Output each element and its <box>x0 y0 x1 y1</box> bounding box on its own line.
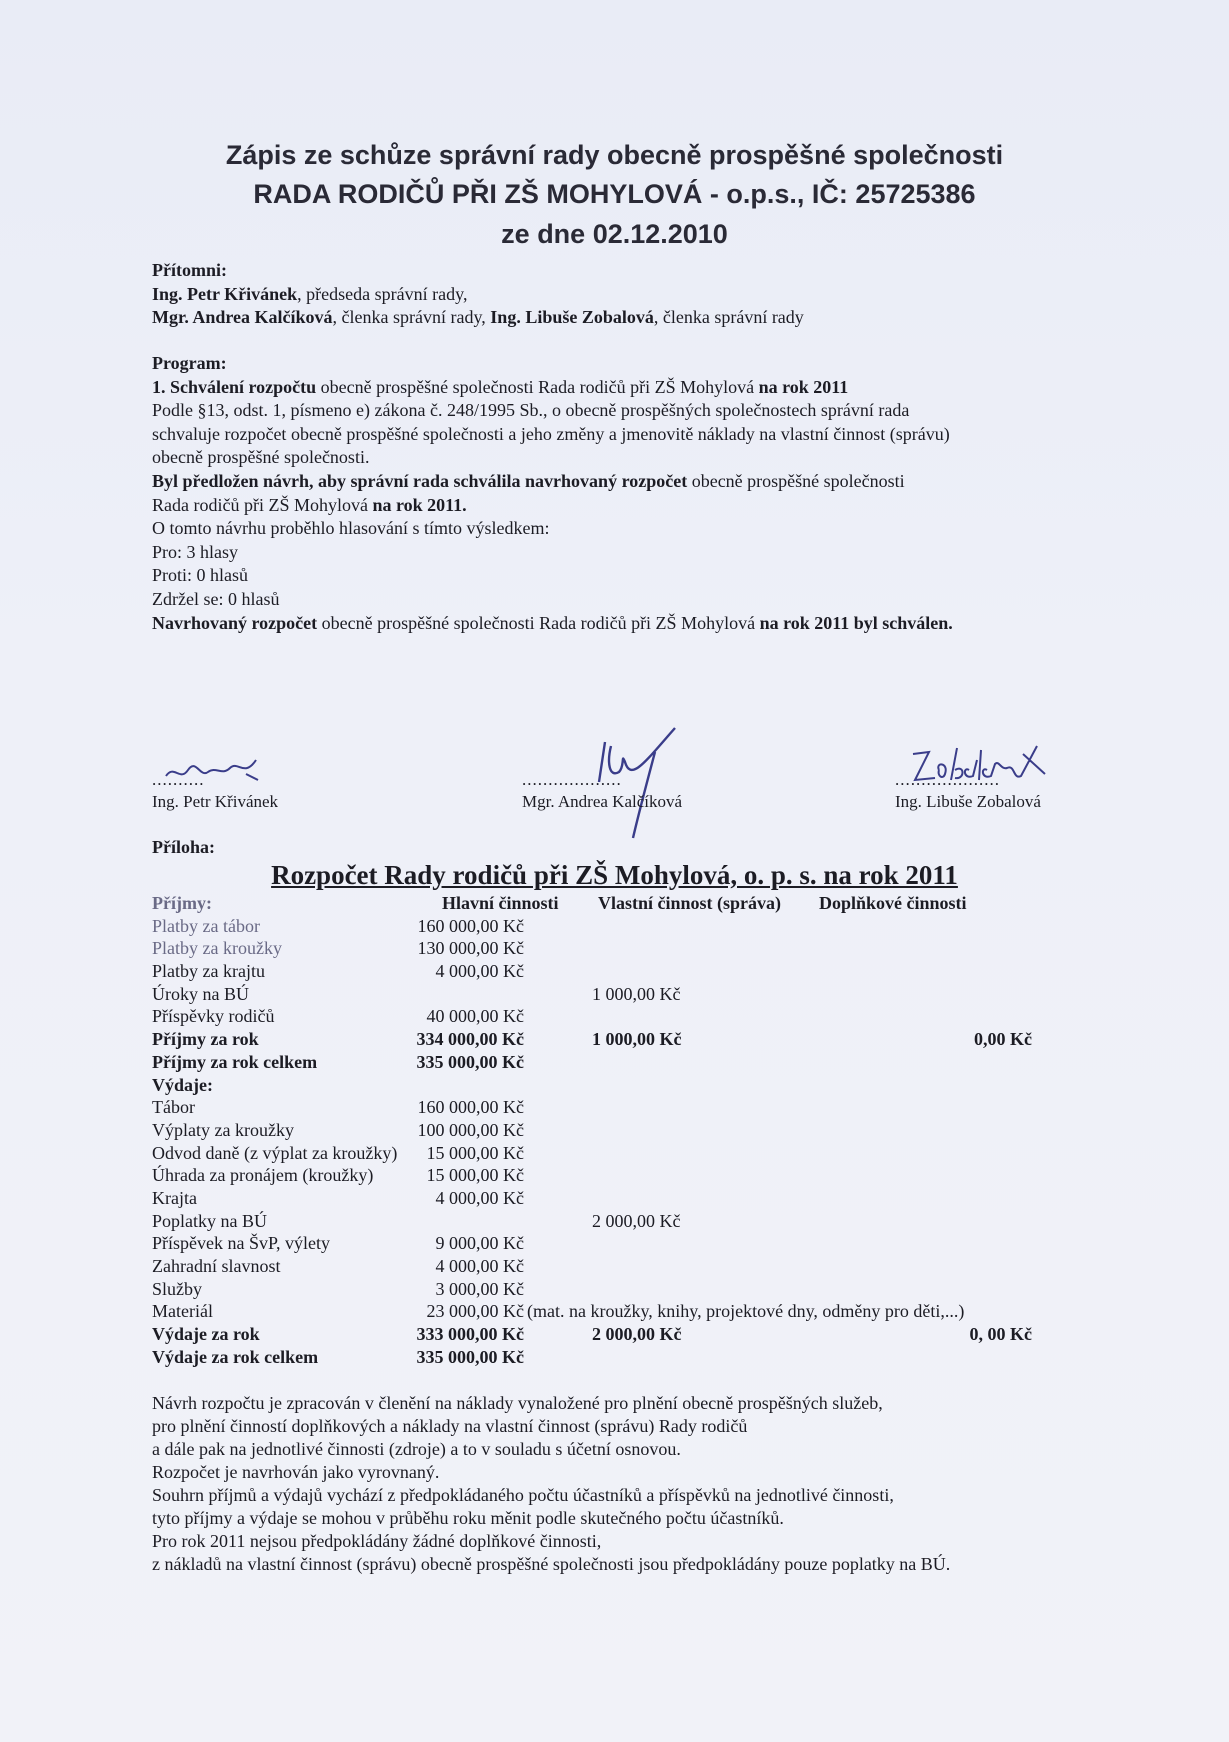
row-label: Příspěvky rodičů <box>152 1006 275 1027</box>
annex-label <box>152 836 1152 860</box>
budget-footer-notes <box>152 1392 950 1576</box>
footer-line: Návrh rozpočtu je zpracován v členění na náklady vynaložené pro plnění obecně prospěšných služeb, <box>152 1393 883 1413</box>
cell-main-activity: 100 000,00 Kč <box>417 1119 524 1140</box>
cell-supplementary: 0, 00 Kč <box>969 1324 1032 1345</box>
row-label: Zahradní slavnost <box>152 1256 281 1276</box>
table-row <box>152 961 1102 984</box>
table-row <box>152 1188 1102 1211</box>
program-line2: schvaluje rozpočet obecně prospěšné společnosti a jeho změny a jmenovitě náklady na vlastní činnost (správu) <box>152 423 950 444</box>
row-label: Příspěvek na ŠvP, výlety <box>152 1233 330 1254</box>
cell-main-activity: 335 000,00 Kč <box>416 1346 524 1367</box>
row-note: (mat. na kroužky, knihy, projektové dny, odměny pro děti,...) <box>527 1301 965 1322</box>
program-line1: Podle §13, odst. 1, písmeno e) zákona č. 248/1995 Sb., o obecně prospěšných společnostech správní rada <box>152 400 910 421</box>
row-label: Příjmy za rok celkem <box>152 1051 318 1072</box>
member-2-role: , členka správní rady, <box>332 307 491 328</box>
vote-intro: O tomto návrhu proběhlo hlasování s tímto výsledkem: <box>152 518 550 539</box>
doc-title-line2: RADA RODIČŮ PŘI ZŠ MOHYLOVÁ - o.p.s., IČ: 25725386 <box>253 179 976 209</box>
signature-3-name: Ing. Libuše Zobalová <box>895 792 1041 811</box>
cell-main-activity: 130 000,00 Kč <box>417 938 524 959</box>
signature-2-name: Mgr. Andrea Kalčíková <box>522 792 683 811</box>
table-row <box>152 1324 1102 1347</box>
cell-main-activity: 23 000,00 Kč <box>426 1301 524 1322</box>
row-label: Krajta <box>152 1187 197 1208</box>
table-row <box>152 1006 1102 1029</box>
table-row <box>152 1211 1102 1234</box>
vote-abstain: Zdržel se: 0 hlasů <box>152 588 280 609</box>
row-label: Výdaje za rok <box>152 1324 260 1345</box>
signature-1-dots: .......... <box>152 770 205 789</box>
cell-own-activity: 1 000,00 Kč <box>592 983 681 1004</box>
col-main-activity: Hlavní činnosti <box>442 893 559 913</box>
table-row <box>152 984 1102 1007</box>
table-row <box>152 938 1102 961</box>
footer-line: pro plnění činností doplňkových a náklady na vlastní činnost (správu) Rady rodičů <box>152 1416 748 1436</box>
table-row <box>152 1301 1102 1324</box>
row-label: Odvod daně (z výplat za kroužky) <box>152 1142 398 1163</box>
table-row <box>152 916 1102 939</box>
budget-rows <box>152 916 1102 1370</box>
cell-main-activity: 160 000,00 Kč <box>417 1097 524 1118</box>
cell-main-activity: 9 000,00 Kč <box>435 1233 524 1254</box>
table-row <box>152 1052 1102 1075</box>
table-row <box>152 1097 1102 1120</box>
member-1-name: Ing. Petr Křivánek <box>152 283 298 304</box>
proposal-line2-text: Rada rodičů při ZŠ Mohylová <box>152 494 373 515</box>
budget-table <box>152 893 1102 1369</box>
col-supplementary: Doplňkové činnosti <box>819 893 967 913</box>
result-text: obecně prospěšné společnosti Rada rodičů při ZŠ Mohylová <box>317 612 760 633</box>
table-row <box>152 1120 1102 1143</box>
row-label: Platby za kroužky <box>152 938 282 959</box>
signature-2-dots: ................... <box>522 770 622 789</box>
row-label: Výdaje za rok celkem <box>152 1346 319 1367</box>
table-row <box>152 1165 1102 1188</box>
row-label: Výdaje: <box>152 1074 213 1095</box>
program-item-year: na rok 2011 <box>758 376 849 397</box>
member-3-name: Ing. Libuše Zobalová <box>490 307 654 328</box>
table-row <box>152 1233 1102 1256</box>
cell-main-activity: 335 000,00 Kč <box>416 1051 524 1072</box>
table-row <box>152 1143 1102 1166</box>
budget-header-row <box>152 893 1102 916</box>
cell-main-activity: 160 000,00 Kč <box>417 915 524 936</box>
cell-main-activity: 4 000,00 Kč <box>435 961 524 982</box>
table-row <box>152 1347 1102 1370</box>
program-item <box>152 376 1152 400</box>
cell-supplementary: 0,00 Kč <box>974 1029 1032 1050</box>
result-bold-c: na rok 2011 byl schválen. <box>759 612 953 633</box>
footer-line: tyto příjmy a výdaje se mohou v průběhu roku měnit podle skutečného počtu účastníků. <box>152 1508 784 1528</box>
vote-pro: Pro: 3 hlasy <box>152 541 239 562</box>
table-row <box>152 1075 1102 1098</box>
annex-label-text: Příloha: <box>152 837 215 857</box>
cell-own-activity: 1 000,00 Kč <box>592 1029 682 1050</box>
attendance-block <box>152 259 1152 330</box>
footer-line: z nákladů na vlastní činnost (správu) obecně prospěšné společnosti jsou předpokládány pouze poplatky na BÚ. <box>152 1554 951 1574</box>
proposal-line2 <box>152 494 1152 518</box>
income-section-label: Příjmy: <box>152 893 212 913</box>
vote-con: Proti: 0 hlasů <box>152 565 249 586</box>
attendance-line2 <box>152 306 1152 330</box>
signature-3-dots: .................... <box>895 770 1000 789</box>
proposal-bold: Byl předložen návrh, aby správní rada schválila navrhovaný rozpočet <box>152 470 688 491</box>
cell-main-activity: 40 000,00 Kč <box>426 1006 524 1027</box>
cell-main-activity: 15 000,00 Kč <box>426 1142 524 1163</box>
cell-main-activity: 333 000,00 Kč <box>416 1324 524 1345</box>
cell-main-activity: 15 000,00 Kč <box>426 1165 524 1186</box>
proposal-rest: obecně prospěšné společnosti <box>687 470 905 491</box>
row-label: Služby <box>152 1278 203 1299</box>
signature-1-name: Ing. Petr Křivánek <box>152 792 279 811</box>
cell-own-activity: 2 000,00 Kč <box>592 1324 682 1345</box>
doc-title-date: ze dne 02.12.2010 <box>501 219 728 249</box>
cell-own-activity: 2 000,00 Kč <box>592 1210 681 1231</box>
table-row <box>152 1279 1102 1302</box>
footer-line: a dále pak na jednotlivé činnosti (zdroje) a to v souladu s účetní osnovou. <box>152 1439 681 1459</box>
member-3-role: , členka správní rady <box>653 307 804 328</box>
footer-lines <box>152 1392 950 1576</box>
program-item-title: 1. Schválení rozpočtu <box>152 376 317 397</box>
member-2-name: Mgr. Andrea Kalčíková <box>152 307 333 328</box>
row-label: Příjmy za rok <box>152 1029 259 1050</box>
member-1-role: , předseda správní rady, <box>297 283 468 304</box>
col-own-activity: Vlastní činnost (správa) <box>598 893 782 913</box>
vote-result <box>152 612 1152 636</box>
row-label: Úhrada za pronájem (kroužky) <box>152 1165 374 1186</box>
footer-line: Rozpočet je navrhován jako vyrovnaný. <box>152 1462 440 1482</box>
budget-title: Rozpočet Rady rodičů při ZŠ Mohylová, o. p. s. na rok 2011 <box>271 860 958 890</box>
result-bold-a: Navrhovaný rozpočet <box>152 612 318 633</box>
program-line3: obecně prospěšné společnosti. <box>152 447 370 468</box>
footer-line: Souhrn příjmů a výdajů vychází z předpokládaného počtu účastníků a příspěvků na jednotlivé činnosti, <box>152 1485 894 1505</box>
proposal-line1 <box>152 470 1152 494</box>
doc-title-line1: Zápis ze schůze správní rady obecně prospěšné společnosti <box>225 140 1004 170</box>
table-row <box>152 1256 1102 1279</box>
row-label: Tábor <box>152 1097 195 1118</box>
proposal-line2-year: na rok 2011. <box>372 494 467 515</box>
row-label: Materiál <box>152 1301 213 1322</box>
program-item-text: obecně prospěšné společnosti Rada rodičů při ZŠ Mohylová <box>316 376 759 397</box>
row-label: Platby za krajtu <box>152 961 265 982</box>
table-row <box>152 1029 1102 1052</box>
cell-main-activity: 3 000,00 Kč <box>435 1278 524 1299</box>
row-label: Platby za tábor <box>152 915 260 936</box>
attendance-line1 <box>152 283 1152 307</box>
cell-main-activity: 4 000,00 Kč <box>435 1256 524 1276</box>
footer-line: Pro rok 2011 nejsou předpokládány žádné doplňkové činnosti, <box>152 1531 602 1551</box>
row-label: Výplaty za kroužky <box>152 1119 294 1140</box>
row-label: Poplatky na BÚ <box>152 1210 267 1231</box>
row-label: Úroky na BÚ <box>152 983 249 1004</box>
program-label: Program: <box>152 353 227 373</box>
cell-main-activity: 4 000,00 Kč <box>435 1187 524 1208</box>
cell-main-activity: 334 000,00 Kč <box>416 1029 524 1050</box>
attendance-label: Přítomni: <box>152 260 227 280</box>
program-block <box>152 352 1152 635</box>
